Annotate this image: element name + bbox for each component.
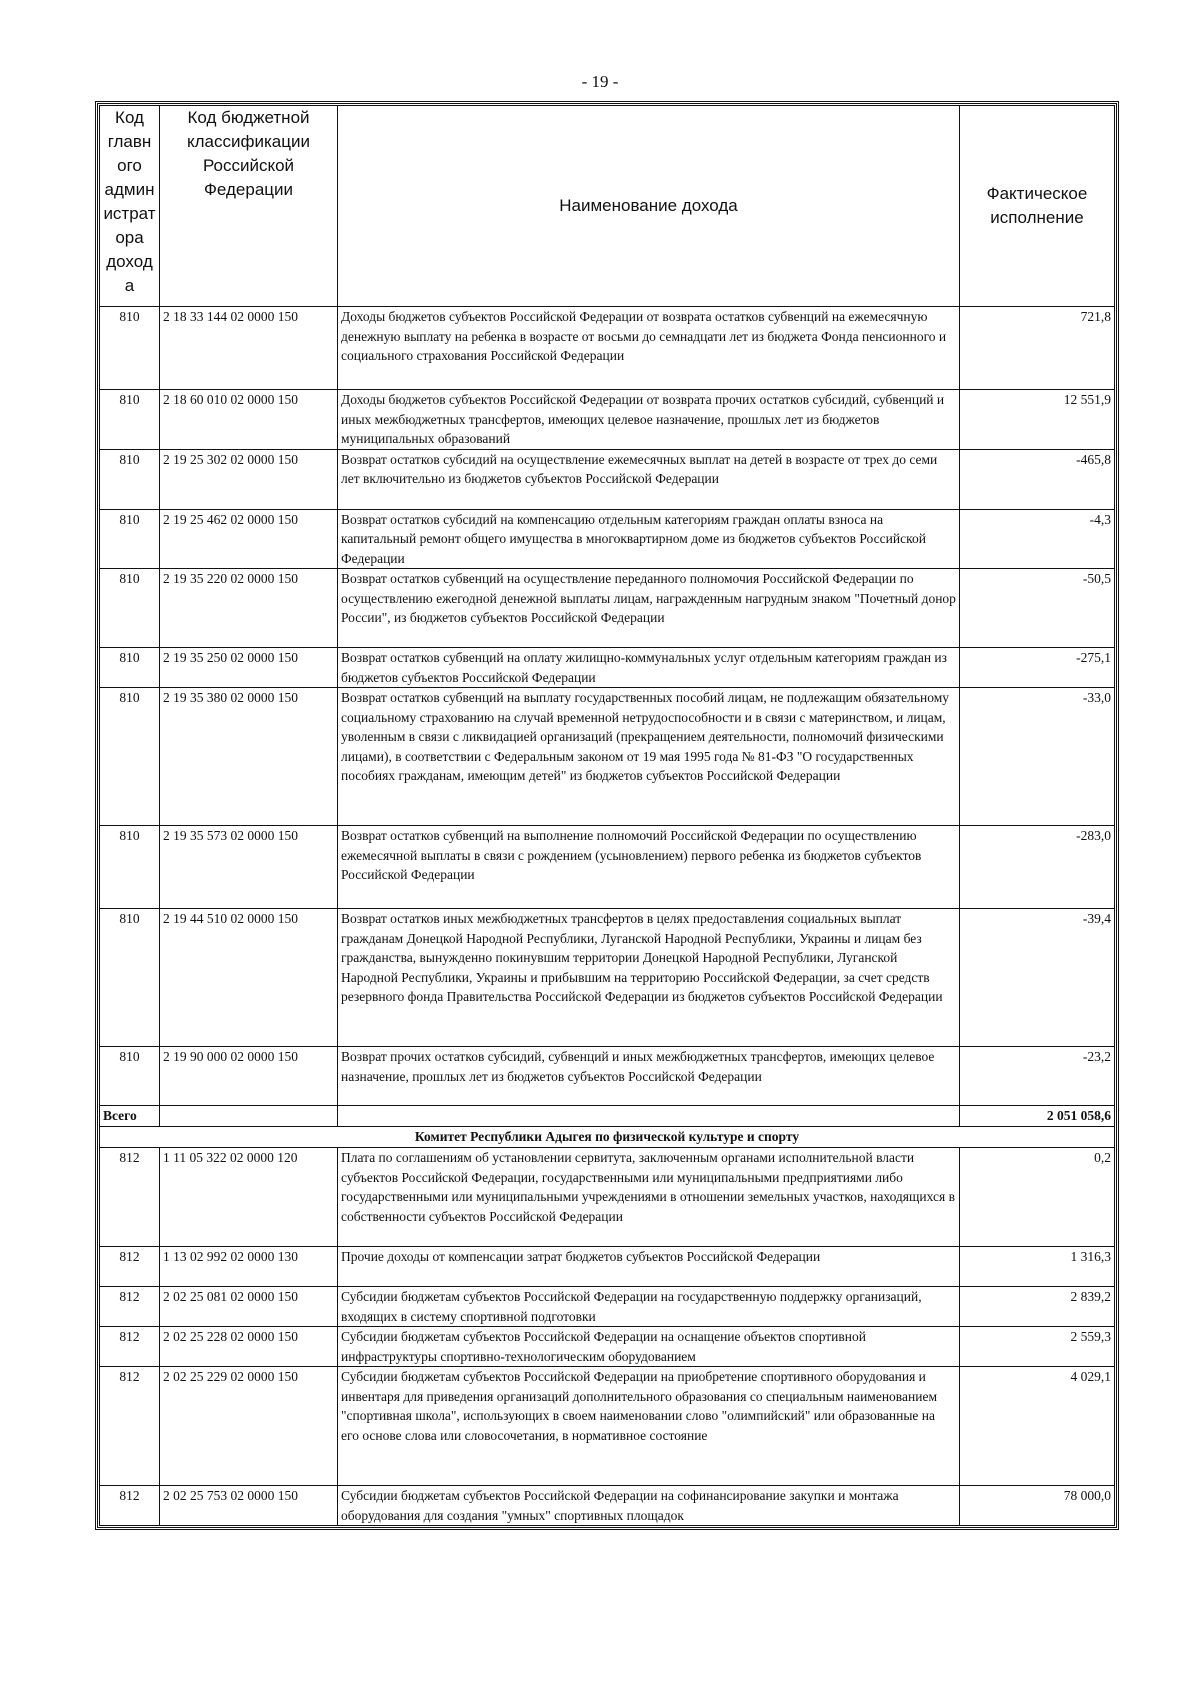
revenue-name-cell: Возврат остатков субвенций на выполнение полномочий Российской Федерации по осуществлению ежемесячной выплаты в связи с рождением (усыновлением) первого ребенка из бюджетов субъектов Российской Федерации — [338, 826, 960, 909]
revenue-name-cell: Прочие доходы от компенсации затрат бюджетов субъектов Российской Федерации — [338, 1247, 960, 1287]
amount-cell: 2 839,2 — [960, 1287, 1115, 1327]
budget-code-cell: 2 02 25 228 02 0000 150 — [160, 1327, 338, 1367]
admin-code-cell: 810 — [100, 449, 160, 509]
table-row — [100, 909, 1115, 1047]
admin-code-cell: 810 — [100, 307, 160, 390]
revenue-name-cell: Возврат остатков иных межбюджетных трансфертов в целях предоставления социальных выплат гражданам Донецкой Народной Республики, Луганской Народной Республики, Украины и лицам без гражданства, вынужденно покинувшим территории Донецкой Народной Республики, Луганской Народной Республики, Украины и прибывшим на территорию Российской Федерации, за счет средств резервного фонда Правительства Российской Федерации из бюджетов субъектов Российской Федерации — [338, 909, 960, 1047]
budget-code-cell: 2 19 44 510 02 0000 150 — [160, 909, 338, 1047]
header-revenue-name: Наименование дохода — [338, 106, 960, 307]
admin-code-cell: 810 — [100, 569, 160, 648]
page-number: - 19 - — [581, 72, 619, 91]
revenue-name-cell: Доходы бюджетов субъектов Российской Федерации от возврата прочих остатков субсидий, субвенций и иных межбюджетных трансфертов, имеющих целевое назначение, прошлых лет из бюджетов муниципальных образований — [338, 390, 960, 450]
table-row — [100, 390, 1115, 450]
admin-code-cell: 812 — [100, 1327, 160, 1367]
budget-code-cell: 2 19 90 000 02 0000 150 — [160, 1047, 338, 1106]
revenue-name-cell: Доходы бюджетов субъектов Российской Федерации от возврата остатков субвенций на ежемесячную денежную выплату на ребенка в возрасте от восьми до семнадцати лет из бюджета Фонда пенсионного и социального страхования Российской Федерации — [338, 307, 960, 390]
amount-cell: -283,0 — [960, 826, 1115, 909]
revenue-name-cell: Возврат остатков субвенций на выплату государственных пособий лицам, не подлежащим обязательному социальному страхованию на случай временной нетрудоспособности и в связи с материнством, и лицам, уволенным в связи с ликвидацией организаций (прекращением деятельности, полномочий физическими лицами), в соответствии с Федеральным законом от 19 мая 1995 года № 81-ФЗ "О государственных пособиях гражданам, имеющим детей" из бюджетов субъектов Российской Федерации — [338, 688, 960, 826]
amount-cell: -50,5 — [960, 569, 1115, 648]
amount-cell: 78 000,0 — [960, 1486, 1115, 1526]
amount-cell: 2 559,3 — [960, 1327, 1115, 1367]
revenue-name-cell: Плата по соглашениям об установлении сервитута, заключенным органами исполнительной власти субъектов Российской Федерации, государственными или муниципальными предприятиями либо государственными или муниципальными учреждениями в отношении земельных участков, находящихся в собственности субъектов Российской Федерации — [338, 1148, 960, 1247]
section-title: Комитет Республики Адыгея по физической культуре и спорту — [100, 1127, 1115, 1148]
table-row — [100, 648, 1115, 688]
table-header-row — [100, 106, 1115, 307]
admin-code-cell: 812 — [100, 1148, 160, 1247]
admin-code-cell: 810 — [100, 509, 160, 569]
table-row — [100, 1367, 1115, 1486]
table-row — [100, 1327, 1115, 1367]
budget-code-cell: 2 18 33 144 02 0000 150 — [160, 307, 338, 390]
table-row — [100, 569, 1115, 648]
revenue-name-cell: Субсидии бюджетам субъектов Российской Федерации на оснащение объектов спортивной инфраструктуры спортивно-технологическим оборудованием — [338, 1327, 960, 1367]
budget-code-cell: 2 19 35 380 02 0000 150 — [160, 688, 338, 826]
revenue-name-cell: Возврат остатков субвенций на осуществление переданного полномочия Российской Федерации по осуществлению ежегодной денежной выплаты лицам, награжденным нагрудным знаком "Почетный донор России", из бюджетов субъектов Российской Федерации — [338, 569, 960, 648]
admin-code-cell: 812 — [100, 1486, 160, 1526]
admin-code-cell: 812 — [100, 1287, 160, 1327]
table-row — [100, 826, 1115, 909]
budget-code-cell: 2 19 25 462 02 0000 150 — [160, 509, 338, 569]
revenue-name-cell: Возврат остатков субвенций на оплату жилищно-коммунальных услуг отдельным категориям граждан из бюджетов субъектов Российской Федерации — [338, 648, 960, 688]
budget-code-cell: 2 02 25 081 02 0000 150 — [160, 1287, 338, 1327]
amount-cell: -39,4 — [960, 909, 1115, 1047]
revenue-name-cell: Возврат остатков субсидий на осуществление ежемесячных выплат на детей в возрасте от трех до семи лет включительно из бюджетов субъектов Российской Федерации — [338, 449, 960, 509]
table-row — [100, 688, 1115, 826]
admin-code-cell: 810 — [100, 909, 160, 1047]
revenue-name-cell: Субсидии бюджетам субъектов Российской Федерации на государственную поддержку организаций, входящих в систему спортивной подготовки — [338, 1287, 960, 1327]
amount-cell: -33,0 — [960, 688, 1115, 826]
table-row — [100, 449, 1115, 509]
budget-code-cell: 2 18 60 010 02 0000 150 — [160, 390, 338, 450]
amount-cell: -465,8 — [960, 449, 1115, 509]
total-label: Всего — [100, 1106, 160, 1127]
revenue-name-cell: Субсидии бюджетам субъектов Российской Федерации на приобретение спортивного оборудования и инвентаря для приведения организаций дополнительного образования со специальным наименованием "спортивная школа", использующих в своем наименовании слово "олимпийский" или образованные на его основе слова или словосочетания, в нормативное состояние — [338, 1367, 960, 1486]
amount-cell: -4,3 — [960, 509, 1115, 569]
budget-code-cell: 1 11 05 322 02 0000 120 — [160, 1148, 338, 1247]
budget-code-cell: 2 02 25 753 02 0000 150 — [160, 1486, 338, 1526]
table-row — [100, 1247, 1115, 1287]
table-row — [100, 1287, 1115, 1327]
amount-cell: 0,2 — [960, 1148, 1115, 1247]
total-empty-cell — [338, 1106, 960, 1127]
amount-cell: 1 316,3 — [960, 1247, 1115, 1287]
table-row — [100, 1486, 1115, 1526]
amount-cell: 4 029,1 — [960, 1367, 1115, 1486]
table-row — [100, 1047, 1115, 1106]
revenue-name-cell: Возврат остатков субсидий на компенсацию отдельным категориям граждан оплаты взноса на капитальный ремонт общего имущества в многоквартирном доме из бюджетов субъектов Российской Федерации — [338, 509, 960, 569]
amount-cell: 721,8 — [960, 307, 1115, 390]
admin-code-cell: 810 — [100, 688, 160, 826]
revenue-table — [99, 105, 1115, 1526]
revenue-name-cell: Возврат прочих остатков субсидий, субвенций и иных межбюджетных трансфертов, имеющих целевое назначение, прошлых лет из бюджетов субъектов Российской Федерации — [338, 1047, 960, 1106]
budget-code-cell: 2 19 35 220 02 0000 150 — [160, 569, 338, 648]
header-budget-code: Код бюджетной классификации Российской Федерации — [160, 106, 338, 307]
amount-cell: -275,1 — [960, 648, 1115, 688]
budget-code-cell: 1 13 02 992 02 0000 130 — [160, 1247, 338, 1287]
amount-cell: 12 551,9 — [960, 390, 1115, 450]
revenue-name-cell: Субсидии бюджетам субъектов Российской Федерации на софинансирование закупки и монтажа оборудования для создания "умных" спортивных площадок — [338, 1486, 960, 1526]
admin-code-cell: 810 — [100, 826, 160, 909]
admin-code-cell: 810 — [100, 390, 160, 450]
admin-code-cell: 810 — [100, 648, 160, 688]
total-value: 2 051 058,6 — [960, 1106, 1115, 1127]
header-actual-execution: Фактическое исполнение — [960, 106, 1115, 307]
budget-code-cell: 2 02 25 229 02 0000 150 — [160, 1367, 338, 1486]
amount-cell: -23,2 — [960, 1047, 1115, 1106]
table-row — [100, 509, 1115, 569]
table-row — [100, 1148, 1115, 1247]
total-empty-cell — [160, 1106, 338, 1127]
admin-code-cell: 812 — [100, 1247, 160, 1287]
budget-code-cell: 2 19 25 302 02 0000 150 — [160, 449, 338, 509]
budget-code-cell: 2 19 35 250 02 0000 150 — [160, 648, 338, 688]
table-row — [100, 307, 1115, 390]
budget-code-cell: 2 19 35 573 02 0000 150 — [160, 826, 338, 909]
header-admin-code: Код главн ого админ истрат ора доход а — [100, 106, 160, 307]
total-row — [100, 1106, 1115, 1127]
admin-code-cell: 810 — [100, 1047, 160, 1106]
admin-code-cell: 812 — [100, 1367, 160, 1486]
section-heading-row — [100, 1127, 1115, 1148]
